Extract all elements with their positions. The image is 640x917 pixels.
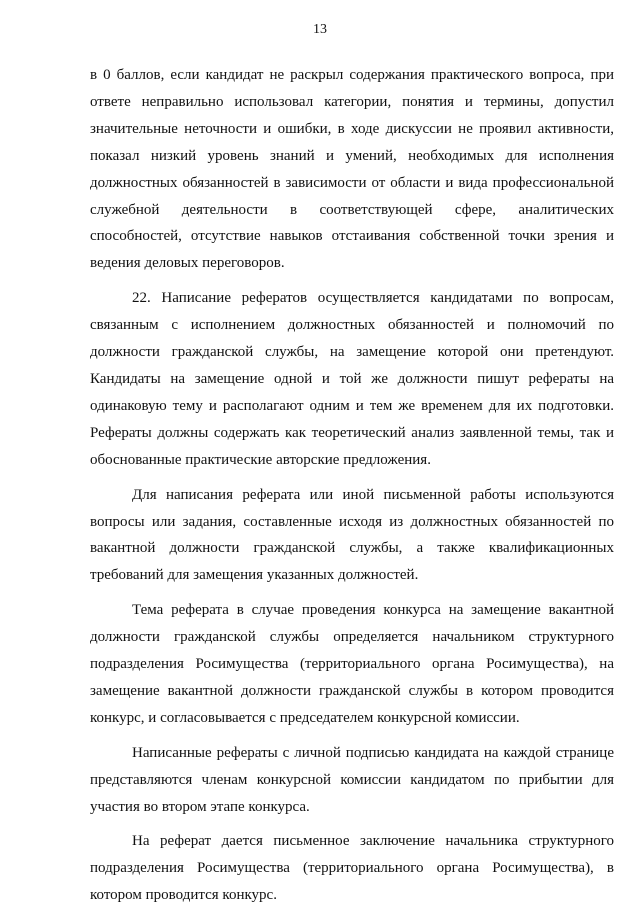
paragraph-essay-conclusion: На реферат дается письменное заключение начальника структурного подразделения Росимущества (территориального органа Росимущества), в котором проводится конкурс. xyxy=(90,833,614,904)
document-body xyxy=(90,62,614,917)
paragraph-clause-22: 22. Написание рефератов осуществляется кандидатами по вопросам, связанным с исполнением должностных обязанностей и полномочий по должности гражданской службы, на замещение которой они претендуют. Кандидаты на замещение одной и той же должности пишут рефераты на одинаковую тему и располагают одним и тем же временем для их подготовки. Рефераты должны содержать как теоретический анализ заявленной темы, так и обоснованные практические авторские предложения. xyxy=(90,290,614,468)
paragraph-essay-topic: Тема реферата в случае проведения конкурса на замещение вакантной должности гражданской службы определяется начальником структурного подразделения Росимущества (территориального органа Росимущества), на замещение вакантной должности гражданской службы в котором проводится конкурс, и согласовывается с председателем конкурсной комиссии. xyxy=(90,602,614,726)
paragraph-essay-submission: Написанные рефераты с личной подписью кандидата на каждой странице представляются членам конкурсной комиссии кандидатом по прибытии для участия во втором этапе конкурса. xyxy=(90,744,614,815)
paragraph-scoring-zero: в 0 баллов, если кандидат не раскрыл содержания практического вопроса, при ответе неправильно использовал категории, понятия и термины, допустил значительные неточности и ошибки, в ходе дискуссии не проявил активности, показал низкий уровень знаний и умений, необходимых для исполнения должностных обязанностей в зависимости от области и вида профессиональной служебной деятельности в соответствующей сфере, аналитических способностей, отсутствие навыков отстаивания собственной точки зрения и ведения деловых переговоров. xyxy=(90,67,614,272)
paragraph-essay-questions: Для написания реферата или иной письменной работы используются вопросы или задания, составленные исходя из должностных обязанностей по вакантной должности гражданской службы, а также квалификационных требований для замещения указанных должностей. xyxy=(90,486,614,584)
page-number: 13 xyxy=(313,22,327,37)
